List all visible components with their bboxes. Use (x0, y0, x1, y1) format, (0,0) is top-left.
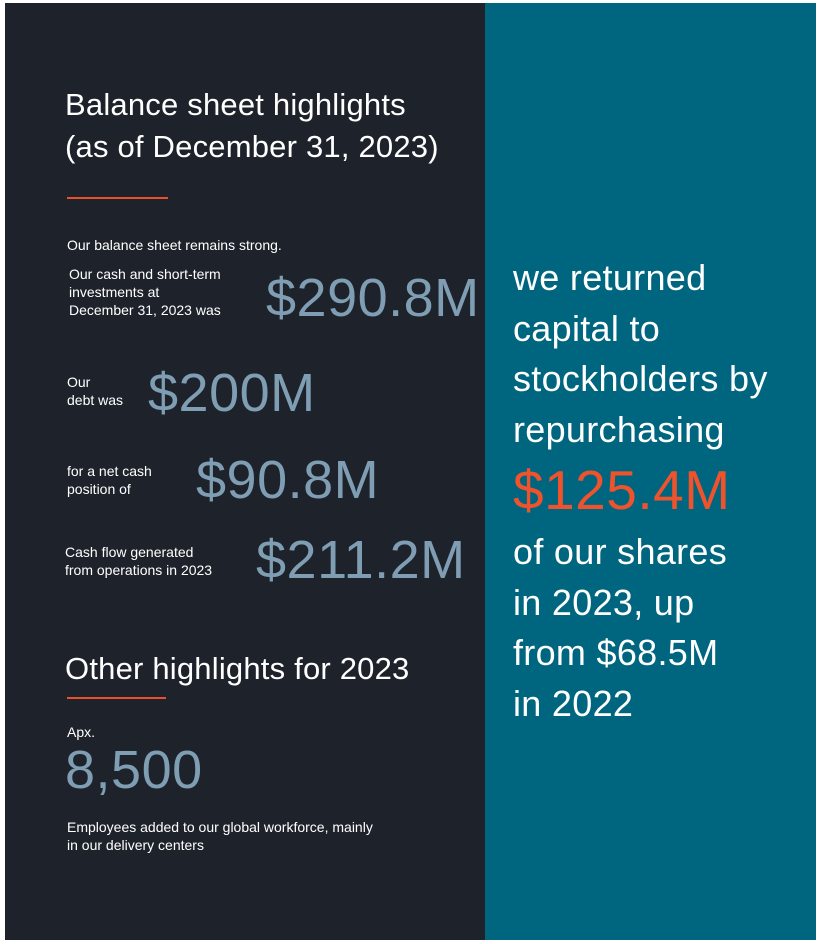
capital-line3: stockholders by (513, 358, 768, 399)
other-desc-line2: in our delivery centers (67, 837, 204, 853)
other-desc-line1: Employees added to our global workforce, mainly (67, 819, 373, 835)
cash-flow-label-line2: from operations in 2023 (65, 562, 213, 578)
debt-label-line1: Our (67, 374, 91, 390)
cash-flow-label (65, 543, 212, 579)
net-cash-label-line1: for a net cash (67, 463, 152, 479)
net-cash-value: $90.8M (196, 450, 380, 510)
balance-intro: Our balance sheet remains strong. (67, 237, 282, 253)
other-prefix: Apx. (67, 724, 96, 740)
capital-line8: in 2022 (513, 682, 634, 724)
capital-line2: capital to (513, 307, 661, 349)
cash-label-line2: investments at (69, 284, 160, 300)
debt-value: $200M (148, 363, 316, 423)
balance-title (65, 84, 439, 168)
cash-value: $290.8M (266, 268, 480, 328)
debt-label-line2: debt was (67, 392, 124, 408)
other-description (67, 818, 373, 854)
cash-flow-value: $211.2M (256, 530, 466, 590)
other-value: 8,500 (65, 740, 203, 800)
cash-label-line3: December 31, 2023 was (69, 302, 221, 318)
balance-title-rule (67, 197, 168, 199)
capital-line4: repurchasing (513, 408, 725, 450)
capital-line6: in 2023, up (513, 581, 695, 623)
capital-line1: we returned (513, 257, 707, 298)
capital-line5: of our shares (513, 531, 728, 572)
balance-title-line2: (as of December 31, 2023) (65, 129, 439, 164)
net-cash-label-line2: position of (67, 481, 131, 497)
cash-flow-label-line1: Cash flow generated (65, 544, 194, 560)
cash-label (69, 265, 221, 319)
other-title: Other highlights for 2023 (65, 651, 410, 686)
cash-label-line1: Our cash and short-term (69, 266, 221, 282)
other-title-rule (67, 697, 166, 699)
debt-label (67, 373, 123, 409)
capital-line7: from $68.5M (513, 632, 719, 673)
capital-statement (513, 253, 768, 729)
net-cash-label (67, 462, 152, 498)
capital-amount: $125.4M (513, 459, 731, 521)
balance-title-line1: Balance sheet highlights (65, 87, 406, 122)
